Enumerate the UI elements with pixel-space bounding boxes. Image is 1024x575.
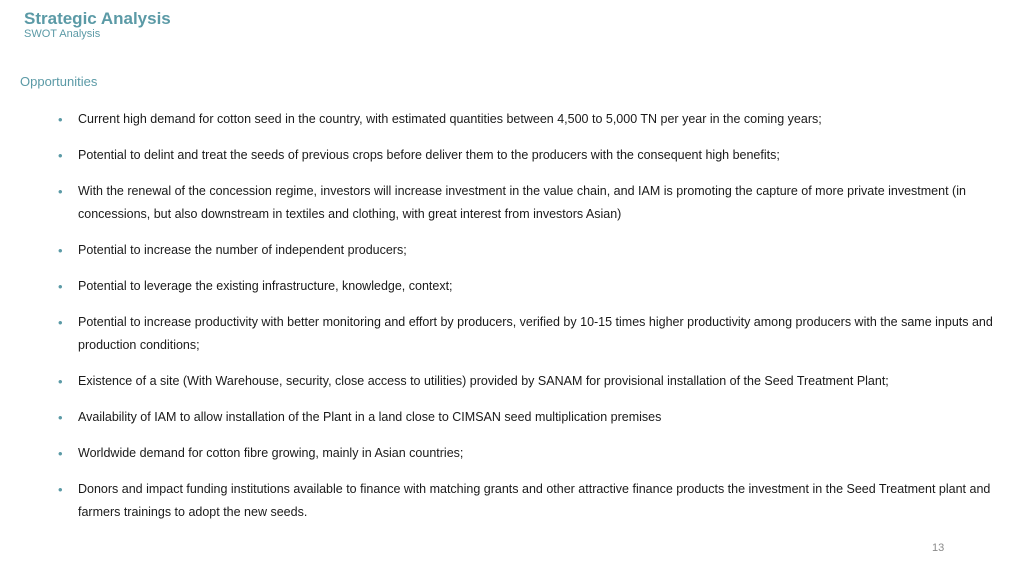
slide-title: Strategic Analysis	[24, 9, 171, 28]
list-item	[56, 478, 996, 524]
opportunities-list	[56, 108, 996, 537]
list-item	[56, 108, 996, 131]
bullet-dot-icon: •	[58, 184, 63, 199]
bullet-dot-icon: •	[58, 410, 63, 425]
list-item-text: Current high demand for cotton seed in the country, with estimated quantities between 4,500 to 5,000 TN per year in the coming years;	[78, 112, 822, 126]
list-item-text: Potential to increase the number of independent producers;	[78, 243, 407, 257]
list-item-text: Potential to delint and treat the seeds of previous crops before deliver them to the producers with the consequent high benefits;	[78, 148, 780, 162]
list-item	[56, 311, 996, 357]
bullet-dot-icon: •	[58, 243, 63, 258]
page-number: 13	[932, 542, 945, 554]
list-item	[56, 370, 996, 393]
slide-subtitle: SWOT Analysis	[24, 28, 101, 40]
bullet-dot-icon: •	[58, 112, 63, 127]
list-item-text: Existence of a site (With Warehouse, security, close access to utilities) provided by SANAM for provisional installation of the Seed Treatment Plant;	[78, 374, 889, 388]
section-heading: Opportunities	[20, 74, 98, 89]
list-item-text: Worldwide demand for cotton fibre growing, mainly in Asian countries;	[78, 446, 464, 460]
list-item-text: Availability of IAM to allow installation of the Plant in a land close to CIMSAN seed multiplication premises	[78, 410, 662, 424]
bullet-dot-icon: •	[58, 374, 63, 389]
list-item-text: Potential to increase productivity with better monitoring and effort by producers, verified by 10-15 times higher productivity among producers with the same inputs and production conditions;	[78, 315, 993, 352]
bullet-dot-icon: •	[58, 148, 63, 163]
list-item-text: Donors and impact funding institutions available to finance with matching grants and other attractive finance products the investment in the Seed Treatment plant and farmers trainings to adopt the new seeds.	[78, 482, 991, 519]
list-item-text: With the renewal of the concession regime, investors will increase investment in the value chain, and IAM is promoting the capture of more private investment (in concessions, but also downstream in textiles and clothing, with great interest from investors Asian)	[78, 184, 966, 221]
list-item	[56, 406, 996, 429]
bullet-dot-icon: •	[58, 315, 63, 330]
list-item	[56, 239, 996, 262]
bullet-dot-icon: •	[58, 279, 63, 294]
list-item-text: Potential to leverage the existing infrastructure, knowledge, context;	[78, 279, 453, 293]
list-item	[56, 275, 996, 298]
list-item	[56, 442, 996, 465]
bullet-dot-icon: •	[58, 446, 63, 461]
bullet-dot-icon: •	[58, 482, 63, 497]
list-item	[56, 144, 996, 167]
list-item	[56, 180, 996, 226]
